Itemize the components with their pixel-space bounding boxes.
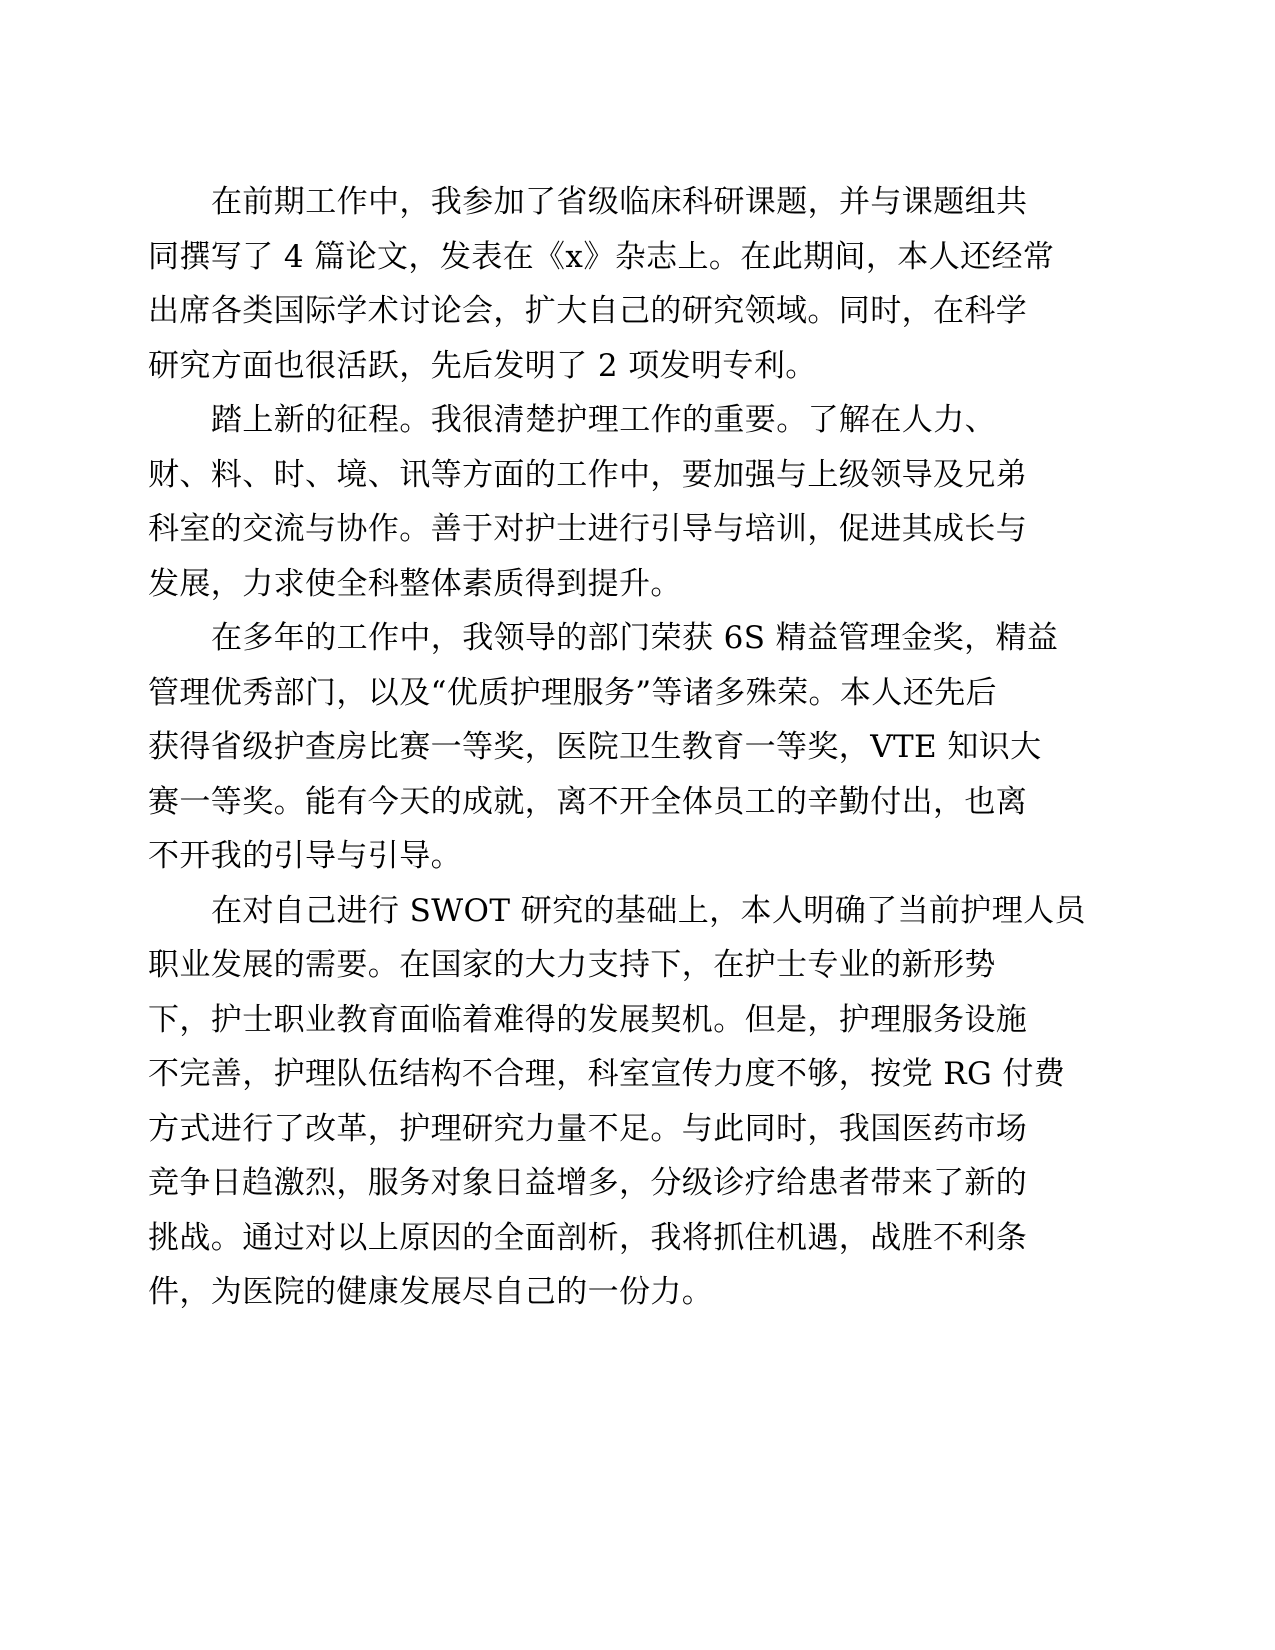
text-line: 在对自己进行 SWOT 研究的基础上，本人明确了当前护理人员 [211,892,1086,929]
text-line: 获得省级护查房比赛一等奖，医院卫生教育一等奖，VTE 知识大 [148,729,1042,765]
text-line: 竞争日趋激烈，服务对象日益增多，分级诊疗给患者带来了新的 [148,1165,1028,1201]
text-line: 发展，力求使全科整体素质得到提升。 [148,565,682,602]
paragraph-honors [148,611,1059,884]
text-line: 赛一等奖。能有今天的成就，离不开全体员工的辛勤付出，也离 [148,783,1028,820]
text-line: 挑战。通过对以上原因的全面剖析，我将抓住机遇，战胜不利条 [148,1219,1028,1256]
paragraph-research [148,175,1055,393]
text-line: 方式进行了改革，护理研究力量不足。与此同时，我国医药市场 [148,1110,1028,1147]
text-line: 财、料、时、境、讯等方面的工作中，要加强与上级领导及兄弟 [148,456,1028,493]
document-page [148,175,1086,1320]
text-line: 下，护士职业教育面临着难得的发展契机。但是，护理服务设施 [148,1001,1028,1038]
text-line: 在多年的工作中，我领导的部门荣获 6S 精益管理金奖，精益 [211,620,1059,656]
text-line: 科室的交流与协作。善于对护士进行引导与培训，促进其成长与 [148,511,1028,547]
text-line: 踏上新的征程。我很清楚护理工作的重要。了解在人力、 [211,402,996,438]
text-line: 件，为医院的健康发展尽自己的一份力。 [148,1274,714,1310]
text-line: 职业发展的需要。在国家的大力支持下，在护士专业的新形势 [148,947,996,983]
text-line: 研究方面也很活跃，先后发明了 2 项发明专利。 [148,347,817,384]
text-line: 同撰写了 4 篇论文，发表在《x》杂志上。在此期间，本人还经常 [148,238,1055,275]
text-line: 不开我的引导与引导。 [148,838,462,874]
text-line: 不完善，护理队伍结构不合理，科室宣传力度不够，按党 RG 付费 [148,1056,1066,1092]
text-line: 出席各类国际学术讨论会，扩大自己的研究领域。同时，在科学 [148,293,1028,329]
text-line: 管理优秀部门，以及“优质护理服务”等诸多殊荣。本人还先后 [148,674,997,711]
paragraph-swot [148,884,1086,1320]
paragraph-new-journey [148,393,1048,611]
text-line: 在前期工作中，我参加了省级临床科研课题，并与课题组共 [211,184,1028,220]
